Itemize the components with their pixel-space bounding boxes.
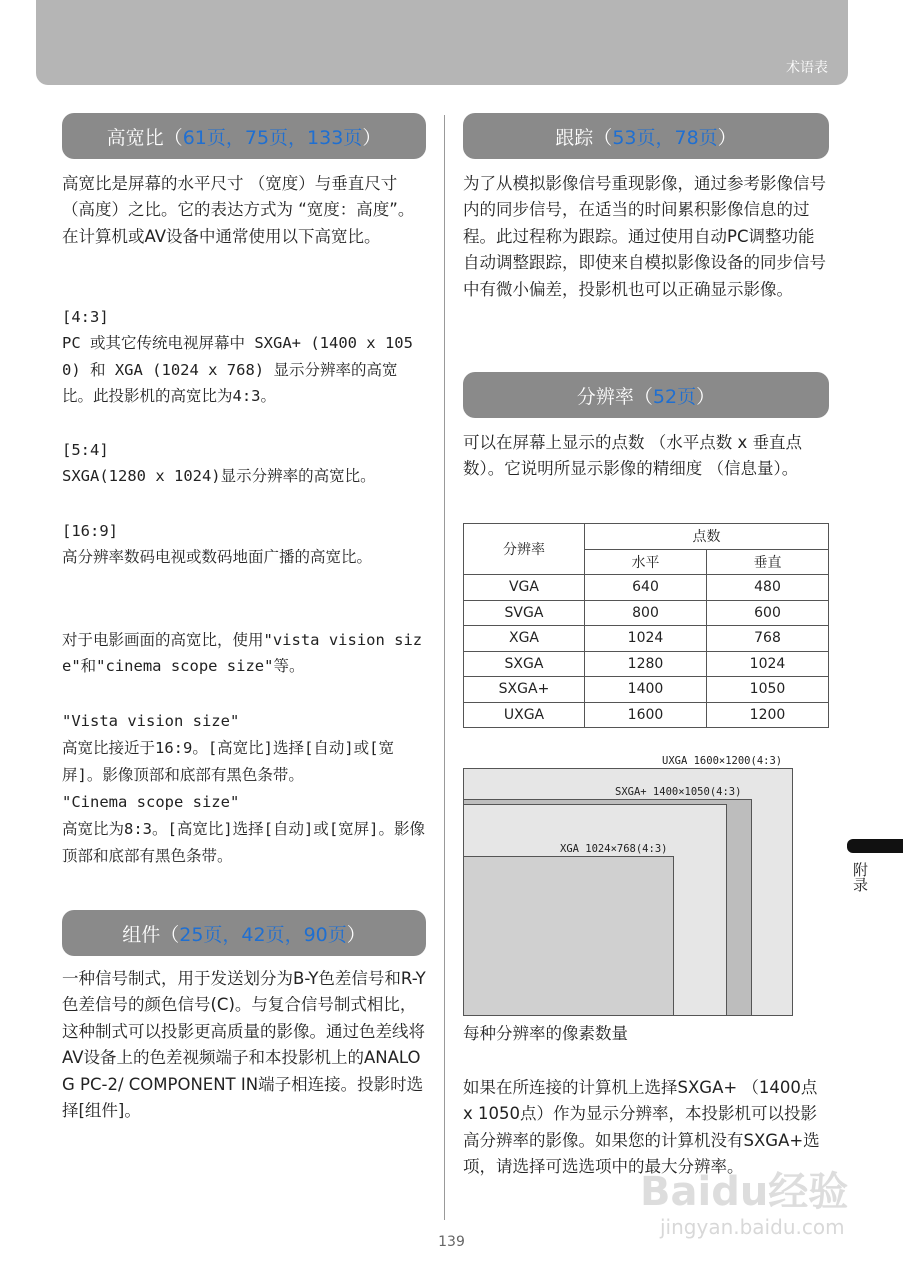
table-cell: 1050 (707, 677, 829, 703)
table-cell: 600 (707, 600, 829, 626)
table-cell: 480 (707, 575, 829, 601)
heading-component (62, 910, 426, 956)
resolution-table (463, 523, 829, 728)
table-header-dots: 点数 (585, 524, 829, 550)
table-row (464, 600, 829, 626)
table-cell: UXGA (464, 702, 585, 728)
page-ref-link[interactable]: 53页，78页 (612, 126, 718, 149)
page-ref-link[interactable]: 52页 (652, 385, 697, 408)
resolution-intro: 可以在屏幕上显示的点数 （水平点数 x 垂直点数）。它说明所显示影像的精细度 （信息量）。 (463, 433, 802, 479)
appendix-tab-label: 附录 (851, 862, 869, 892)
heading-close: ） (346, 923, 366, 946)
tracking-text: 为了从模拟影像信号重现影像，通过参考影像信号内的同步信号，在适当的时间累积影像信息的过程。此过程称为跟踪。通过使用自动PC调整功能自动调整跟踪，即使来自模拟影像设备的同步信号中有微小偏差，投影机也可以正确显示影像。 (463, 174, 826, 299)
table-cell: SVGA (464, 600, 585, 626)
table-cell: 1200 (707, 702, 829, 728)
aspect-intro: 高宽比是屏幕的水平尺寸 （宽度）与垂直尺寸 （高度）之比。它的表达方式为 “宽度：高度”。 在计算机或AV设备中通常使用以下高宽比。 (62, 174, 415, 246)
resolution-note: 如果在所连接的计算机上选择SXGA+ （1400点 x 1050点）作为显示分辨率，本投影机可以投影高分辨率的影像。如果您的计算机没有SXGA+选项，请选择可选选项中的最大分辨率。 (463, 1078, 823, 1177)
label-uxga: UXGA 1600×1200(4:3) (662, 755, 783, 767)
section-label: 术语表 (786, 60, 828, 76)
heading-text: 高宽比（ (106, 126, 183, 149)
watermark-url: jingyan.baidu.com (660, 1215, 845, 1239)
heading-tracking (463, 113, 829, 159)
table-cell: 1024 (585, 626, 707, 652)
appendix-tab-marker (847, 839, 903, 853)
diagram-caption: 每种分辨率的像素数量 (463, 1024, 628, 1043)
table-cell: 1280 (585, 651, 707, 677)
heading-resolution (463, 372, 829, 418)
table-cell: XGA (464, 626, 585, 652)
label-sxgap: SXGA+ 1400×1050(4:3) (615, 786, 742, 798)
heading-close: ） (717, 126, 737, 149)
page-ref-link[interactable]: 25页，42页，90页 (179, 923, 347, 946)
table-header-resolution: 分辨率 (464, 524, 585, 575)
table-row (464, 626, 829, 652)
heading-text: 组件（ (122, 923, 180, 946)
aspect-cinema: 对于电影画面的高宽比，使用"vista vision size"和"cinema scope size"等。 (62, 631, 423, 676)
table-header-vertical: 垂直 (707, 549, 829, 575)
aspect-169: [16:9] 高分辨率数码电视或数码地面广播的高宽比。 (62, 522, 373, 567)
table-cell: 1024 (707, 651, 829, 677)
table-cell: VGA (464, 575, 585, 601)
table-cell: 768 (707, 626, 829, 652)
table-cell: 1400 (585, 677, 707, 703)
watermark-logo: Baidu经验 (640, 1169, 849, 1215)
label-xga: XGA 1024×768(4:3) (560, 843, 668, 855)
table-header-horizontal: 水平 (585, 549, 707, 575)
box-xga (463, 856, 674, 1016)
table-cell: SXGA+ (464, 677, 585, 703)
heading-close: ） (362, 126, 382, 149)
column-divider (444, 115, 445, 1220)
table-row (464, 651, 829, 677)
aspect-vista: "Vista vision size" 高宽比接近于16:9。[高宽比]选择[自动]或[宽屏]。影像顶部和底部有黑色条带。 "Cinema scope size" 高宽比为8:3。[高宽比]选择[自动]或[宽屏]。影像顶部和底部有黑色条带。 (62, 712, 425, 865)
table-cell: 640 (585, 575, 707, 601)
heading-close: ） (696, 385, 716, 408)
table-cell: 1600 (585, 702, 707, 728)
table-cell: 800 (585, 600, 707, 626)
heading-text: 分辨率（ (576, 385, 653, 408)
aspect-43: [4:3] PC 或其它传统电视屏幕中 SXGA+ (1400 x 1050) 和 XGA (1024 x 768) 显示分辨率的高宽比。此投影机的高宽比为4:3。 (62, 308, 413, 406)
aspect-54: [5:4] SXGA(1280 x 1024)显示分辨率的高宽比。 (62, 441, 376, 486)
component-text: 一种信号制式，用于发送划分为B-Y色差信号和R-Y色差信号的颜色信号(C)。与复合信号制式相比，这种制式可以投影更高质量的影像。通过色差线将AV设备上的色差视频端子和本投影机上的ANALOG PC-2/ COMPONENT IN端子相连接。投影时选择[组件]。 (62, 969, 426, 1121)
heading-aspect-ratio (62, 113, 426, 159)
page-ref-link[interactable]: 61页，75页，133页 (182, 126, 363, 149)
table-row (464, 575, 829, 601)
table-row (464, 702, 829, 728)
page-number: 139 (438, 1234, 465, 1250)
heading-text: 跟踪（ (555, 126, 613, 149)
table-cell: SXGA (464, 651, 585, 677)
top-banner (36, 0, 848, 85)
table-row (464, 677, 829, 703)
